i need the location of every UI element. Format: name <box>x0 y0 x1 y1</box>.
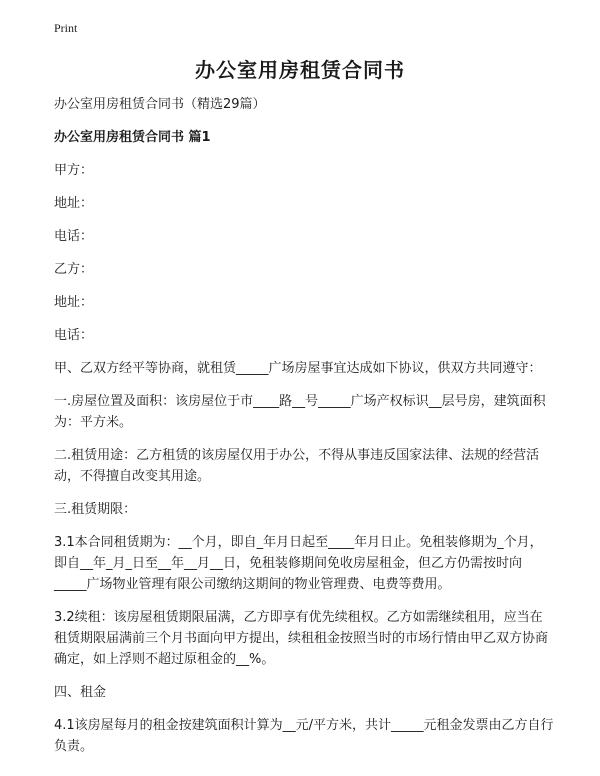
clause-rent-heading: 四、租金 <box>54 685 107 700</box>
party-a-address-field: 地址： <box>54 196 94 211</box>
section-heading: 办公室用房租赁合同书 篇1 <box>54 130 211 145</box>
party-b-phone-field: 电话： <box>54 328 94 343</box>
print-link[interactable]: Print <box>54 21 78 35</box>
party-b-address-field: 地址： <box>54 295 94 310</box>
party-a-field: 甲方： <box>54 163 94 178</box>
party-a-phone-field: 电话： <box>54 229 94 244</box>
page-title: 办公室用房租赁合同书 <box>195 58 405 82</box>
clause-usage: 二.租赁用途：乙方租赁的该房屋仅用于办公，不得从事违反国家法律、法规的经营活动，不得擅自改变其用途。 <box>54 448 540 484</box>
clause-renewal: 3.2续租：该房屋租赁期限届满，乙方即享有优先续租权。乙方如需继续租用，应当在租赁期限届满前三个月书面向甲方提出，续租租金按照当时的市场行情由甲乙双方协商确定，如上浮则不超过原租金的__%。 <box>54 610 549 667</box>
party-b-field: 乙方： <box>54 262 94 277</box>
clause-term-period: 3.1本合同租赁期为：__个月，即自_年月日起至____年月日止。免租装修期为_个月，即自__年_月_日至__年__月__日，免租装修期间免收房屋租金，但乙方仍需按时向_____广场物业管理有限公司缴纳这期间的物业管理费、电费等费用。 <box>54 535 543 592</box>
document-body <box>54 94 554 769</box>
intro-paragraph: 甲、乙双方经平等协商，就租赁_____广场房屋事宜达成如下协议，供双方共同遵守： <box>54 361 542 376</box>
clause-location-area: 一.房屋位置及面积：该房屋位于市____路__号_____广场产权标识__层号房，建筑面积为：平方米。 <box>54 394 546 430</box>
clause-rent-amount: 4.1该房屋每月的租金按建筑面积计算为__元/平方米，共计_____元租金发票由乙方自行负责。 <box>54 718 554 754</box>
clause-term-heading: 三.租赁期限： <box>54 502 137 517</box>
document-subtitle: 办公室用房租赁合同书（精选29篇） <box>54 97 266 112</box>
